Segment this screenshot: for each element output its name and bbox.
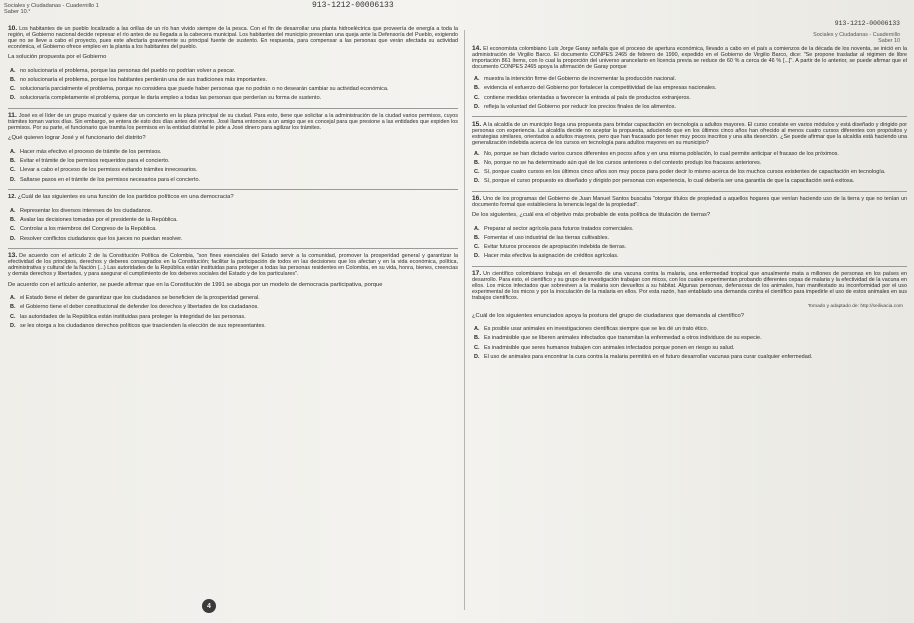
option-text: Avalar las decisiones tomadas por el presidente de la República. xyxy=(20,217,178,224)
answer-option-c[interactable] xyxy=(472,169,907,175)
option-letter: B. xyxy=(474,235,480,242)
answer-option-b[interactable] xyxy=(8,77,458,83)
option-letter: A. xyxy=(10,295,16,302)
question-prompt xyxy=(8,194,458,201)
header-barcode-code: 913-1212-00006133 xyxy=(312,1,394,10)
answer-option-a[interactable] xyxy=(472,326,907,332)
option-text: no solucionaría el problema, porque los habitantes perderán una de sus tradiciones más importantes. xyxy=(20,76,268,83)
option-letter: B. xyxy=(474,335,480,342)
question-15 xyxy=(472,122,907,185)
option-letter: A. xyxy=(10,207,16,214)
answer-option-d[interactable] xyxy=(8,95,458,101)
source-citation: Tomado y adaptado de: http://seilivacia.com xyxy=(807,303,903,309)
option-letter: B. xyxy=(10,217,16,224)
question-14 xyxy=(472,46,907,110)
option-text: solucionaría parcialmente el problema, porque no considera que puede haber personas que no podrán o no desearán cambiar su actividad económica. xyxy=(20,86,389,93)
answer-option-c[interactable] xyxy=(472,95,907,101)
option-text: Es posible usar animales en investigaciones científicas siempre que se les dé un trato ético. xyxy=(484,326,709,333)
option-letter: C. xyxy=(10,167,16,174)
question-stem xyxy=(472,122,907,146)
answer-option-a[interactable] xyxy=(472,151,907,157)
answer-option-d[interactable] xyxy=(472,253,907,259)
answer-option-d[interactable] xyxy=(8,236,458,242)
answer-option-c[interactable] xyxy=(8,86,458,92)
option-letter: D. xyxy=(10,176,16,183)
option-text: contiene medidas orientadas a favorecer la entrada al país de productos extranjeros. xyxy=(484,94,691,101)
option-letter: B. xyxy=(474,159,480,166)
option-letter: A. xyxy=(474,150,480,157)
option-text: Preparar al sector agrícola para futuros tratados comerciales. xyxy=(484,225,634,232)
question-text: De acuerdo con el artículo 2 de la Constitución Política de Colombia, "son fines esenciales del Estado servir a la comunidad, promover la prosperidad general y garantizar la efectividad de los principios, derechos y deberes consagrados en la Constitución; facilitar la participación de todos en las decisiones que los afectan y en la vida económica, política, administrativa y cultural de la Nación (...) Las autoridades de la República están instituidas para proteger a todas las personas residentes en Colombia, en su vida, honra, bienes, creencias y demás derechos y libertades, y para asegurar el cumplimiento de los deberes sociales del Estado y de los particulares". xyxy=(8,253,458,278)
question-number: 13. xyxy=(8,252,18,260)
answer-option-c[interactable] xyxy=(472,244,907,250)
question-12 xyxy=(8,194,458,241)
option-text: evidencia el esfuerzo del Gobierno por fortalecer la competitividad de las empresas nacionales. xyxy=(484,85,717,92)
option-text: se les otorga a los ciudadanos derechos políticos que trascienden la elección de sus representantes. xyxy=(20,322,266,329)
question-number: 14. xyxy=(472,45,482,52)
answer-option-d[interactable] xyxy=(472,354,907,360)
header-right-subject-grade: Saber 10 xyxy=(878,38,900,44)
header-subject-title: Sociales y Ciudadanas - Cuadernillo 1 xyxy=(4,3,99,9)
option-letter: A. xyxy=(10,67,16,74)
answer-option-c[interactable] xyxy=(472,345,907,351)
question-number: 17. xyxy=(472,270,482,278)
option-letter: D. xyxy=(10,95,16,102)
answer-option-a[interactable] xyxy=(8,149,458,155)
question-10 xyxy=(8,26,458,102)
option-text: Saltarse pasos en el trámite de los permisos necesarios para el concierto. xyxy=(20,176,201,183)
answer-options xyxy=(472,151,907,185)
question-17 xyxy=(472,271,907,360)
option-letter: A. xyxy=(474,76,480,83)
option-letter: C. xyxy=(474,94,480,101)
question-text: José es el líder de un grupo musical y quiere dar un concierto en la plaza principal de su ciudad. Para esto, tiene que solicitar a la administración de la ciudad varios permisos, cuyos trámites toman varios días. Sin embargo, se entera de esto dos días antes del evento. José llama entonces a un amigo que es concejal para que presione a las entidades que expiden los permisos. Por su parte, el funcionario que tramita los permisos en la entidad distrital le pide a José dinero para agilizar los trámites. xyxy=(8,113,458,132)
option-text: Controlar a los miembros del Congreso de la República. xyxy=(20,226,157,233)
divider xyxy=(472,266,907,267)
right-column xyxy=(472,46,907,366)
option-text: El uso de animales para encontrar la cura contra la malaria permitirá en el futuro desarrollar vacunas para curar cualquier enfermedad. xyxy=(484,353,813,360)
answer-option-b[interactable] xyxy=(472,335,907,341)
question-stem xyxy=(8,26,458,50)
question-number: 15. xyxy=(472,120,482,128)
option-text: Sí, porque el curso propuesto es diseñado y dirigido por personas con experiencia, lo cual debería ser una garantía de que la capacitación será exitosa. xyxy=(484,178,855,185)
question-11 xyxy=(8,113,458,183)
answer-option-c[interactable] xyxy=(8,226,458,232)
header-subject-grade: Saber 10.° xyxy=(4,9,31,16)
option-letter: C. xyxy=(474,244,480,251)
question-text: El economista colombiano Luis Jorge Garay señala que el proceso de apertura económica, llevado a cabo en el país a comienzos de la década de los noventa, se inició en la administración de Virgilio Barco. El documento CONPES 2465 de febrero de 1990, expedido en el Gobierno de Virgilio Barco, dice: "Se propone trasladar al régimen de libre importación 861 ítems, con lo cual la proporción del universo arancelario en licencia previa se reduce de 60 % a cerca de 46 % [...]". A partir de lo anterior, se puede afirmar que el documento CONPES 2465 apoya la afirmación de Garay porque xyxy=(472,46,907,71)
option-letter: B. xyxy=(10,304,16,311)
question-text: ¿Cuál de las siguientes es una función de los partidos políticos en una democracia? xyxy=(17,194,234,201)
option-text: Representar los diversos intereses de los ciudadanos. xyxy=(20,207,153,214)
option-text: No, porque se han dictado varios cursos diferentes en pocos años y en una misma población, lo cual permite anticipar el fracaso de los próximos. xyxy=(484,150,839,157)
divider xyxy=(8,248,458,249)
option-letter: A. xyxy=(474,225,480,232)
answer-options xyxy=(472,226,907,260)
option-text: no solucionaría el problema, porque las personas del pueblo no podrían volver a pescar. xyxy=(20,67,236,74)
option-text: Hacer más efectiva la asignación de créditos agrícolas. xyxy=(484,253,619,260)
option-letter: C. xyxy=(474,344,480,351)
option-text: Evitar el trámite de los permisos requeridos para el concierto. xyxy=(20,158,170,165)
question-stem xyxy=(8,113,458,131)
answer-options xyxy=(8,295,458,329)
option-text: muestra la intención firme del Gobierno de incrementar la producción nacional. xyxy=(484,76,676,83)
header-right-subject-title: Sociales y Ciudadanas - Cuadernillo xyxy=(813,32,900,38)
answer-option-b[interactable] xyxy=(8,217,458,223)
question-13 xyxy=(8,253,458,329)
question-number: 12. xyxy=(8,194,17,201)
answer-option-c[interactable] xyxy=(8,314,458,320)
question-text: A la alcaldía de un municipio llega una propuesta para brindar capacitación en tecnología a adultos mayores. El curso consiste en varios módulos y está diseñado y dirigido por personas con experiencia. La alcaldía decide no aceptar la propuesta, aduciendo que en los últimos cinco años han ofrecido al menos cuatro cursos diferentes con propósitos y estrategias similares, orientados a adultos mayores, pero que han fracasado por tener muy pocos inscritos y una alta deserción. ¿Se puede afirmar que la alcaldía está haciendo una generalización indebida acerca de los cursos en tecnología para adultos mayores en su municipio? xyxy=(472,121,907,146)
option-text: Llevar a cabo el proceso de los permisos evitando trámites innecesarios. xyxy=(20,167,198,174)
question-prompt: ¿Cuál de los siguientes enunciados apoya la postura del grupo de ciudadanos que demanda al científico? xyxy=(472,312,744,319)
question-stem xyxy=(472,46,907,70)
option-text: el Estado tiene el deber de garantizar que los ciudadanos se beneficien de la prosperidad general. xyxy=(20,295,260,302)
answer-option-a[interactable] xyxy=(8,295,458,301)
option-text: Fomentar el uso industrial de las tierras cultivables. xyxy=(484,235,610,242)
divider xyxy=(8,189,458,190)
answer-option-a[interactable] xyxy=(8,208,458,214)
question-16 xyxy=(472,196,907,260)
option-letter: D. xyxy=(474,103,480,110)
option-letter: D. xyxy=(10,235,16,242)
option-letter: C. xyxy=(10,313,16,320)
answer-option-c[interactable] xyxy=(8,167,458,173)
answer-option-b[interactable] xyxy=(8,158,458,164)
answer-options xyxy=(472,76,907,110)
option-text: Es inadmisible que se liberen animales infectados que transmitan la enfermedad a otros individuos de su especie. xyxy=(484,335,762,342)
option-letter: C. xyxy=(10,86,16,93)
question-number: 11. xyxy=(8,112,17,120)
option-letter: D. xyxy=(474,253,480,260)
header-subject xyxy=(4,3,99,16)
option-text: No, porque no se ha determinado aún qué de los cursos anteriores o del contexto produjo los fracasos anteriores. xyxy=(484,159,762,166)
question-text: Los habitantes de un pueblo localizado a las orillas de un río han vivido siempre de la pesca. Con el fin de desarrollar una planta hidroeléctrica que proveería de energía a toda la región, el Gobierno nacional decide represar el río antes de su llegada a la cabecera municipal. Los habitantes del municipio presentan una queja ante la Defensoría del Pueblo, exigiendo que no se lleve a cabo el proyecto, pues este afectaría gravemente su principal fuente de sustento. En respuesta, para compensar a las personas que verán afectada su actividad económica, el Gobierno ofrece empleo en la planta a los habitantes del pueblo. xyxy=(8,26,458,51)
left-column xyxy=(8,26,458,335)
option-letter: C. xyxy=(474,169,480,176)
divider xyxy=(8,108,458,109)
question-text: Uno de los programas del Gobierno de Juan Manuel Santos buscaba "otorgar títulos de propiedad a aquellos hogares que venían haciendo uso de la tierra y que no tenían un documento formal que estableciera la tenencia legal de la propiedad". xyxy=(472,196,907,209)
option-text: Sí, porque cuatro cursos en los últimos cinco años son muy pocos para poder decir lo mismo acerca de los muchos cursos existentes de capacitación en tecnología. xyxy=(484,169,886,176)
option-text: Es inadmisible que seres humanos trabajen con animales infectados porque ponen en riesgo su salud. xyxy=(484,344,735,351)
question-prompt: De acuerdo con el artículo anterior, se puede afirmar que en la Constitución de 1991 se aboga por un modelo de democracia participativa, porque xyxy=(8,281,383,288)
answer-options xyxy=(8,68,458,102)
answer-option-d[interactable] xyxy=(472,178,907,184)
answer-option-b[interactable] xyxy=(472,160,907,166)
answer-options xyxy=(472,326,907,360)
question-stem xyxy=(472,196,907,208)
divider xyxy=(472,116,907,117)
question-prompt: La solución propuesta por el Gobierno xyxy=(8,54,107,61)
question-number: 10. xyxy=(8,25,18,32)
answer-option-b[interactable] xyxy=(472,85,907,91)
divider xyxy=(472,191,907,192)
page-number-badge: 4 xyxy=(202,599,216,613)
answer-option-a[interactable] xyxy=(472,226,907,232)
answer-options xyxy=(8,208,458,242)
answer-option-a[interactable] xyxy=(8,68,458,74)
question-number: 16. xyxy=(472,195,482,203)
question-text: Un científico colombiano trabaja en el desarrollo de una vacuna contra la malaria, una enfermedad tropical que anualmente mata a millones de personas en los países en desarrollo. Para esto, el científico y su grupo de investigación trabajan con micos, con los cuales experimentan probando diferentes cepas de malaria y la efectividad de la vacuna en ellos. Los micos infectados que sobreviven a la malaria son devueltos a su hábitat. Algunas personas, defensoras de los animales, han manifestado su inconformidad por el uso experimental de los micos y por la inoculación de la malaria en ellos. Por esta razón, han entablado una demanda contra el científico para impedirle el uso de estos animales en sus trabajos científicos. xyxy=(472,271,907,302)
option-text: las autoridades de la República están instituidas para proteger la integridad de las personas. xyxy=(20,313,246,320)
column-divider xyxy=(464,30,465,610)
question-prompt: De los siguientes, ¿cuál era el objetivo más probable de esta política de titulación de tierras? xyxy=(472,212,711,219)
question-prompt: ¿Qué quieren lograr José y el funcionario del distrito? xyxy=(8,135,146,142)
option-text: Evitar futuros procesos de apropiación indebida de tierras. xyxy=(484,244,627,251)
option-letter: B. xyxy=(474,85,480,92)
option-text: el Gobierno tiene el deber constitucional de defender los derechos y libertades de los ciudadanos. xyxy=(20,304,259,311)
header-right-code: 913-1212-00006133 xyxy=(834,20,900,27)
question-stem xyxy=(472,271,907,301)
option-letter: D. xyxy=(474,178,480,185)
option-text: solucionaría completamente el problema, porque le daría empleo a todas las personas que perderían su forma de sustento. xyxy=(20,95,322,102)
option-letter: A. xyxy=(10,148,16,155)
question-stem xyxy=(8,253,458,277)
option-letter: D. xyxy=(474,353,480,360)
answer-option-b[interactable] xyxy=(472,235,907,241)
option-letter: C. xyxy=(10,226,16,233)
option-text: Hacer más efectivo el proceso de trámite de los permisos. xyxy=(20,148,162,155)
option-text: Resolver conflictos ciudadanos que los jueces no puedan resolver. xyxy=(20,235,183,242)
answer-option-b[interactable] xyxy=(8,304,458,310)
option-letter: A. xyxy=(474,326,480,333)
answer-option-d[interactable] xyxy=(472,104,907,110)
answer-option-a[interactable] xyxy=(472,76,907,82)
answer-option-d[interactable] xyxy=(8,323,458,329)
option-letter: B. xyxy=(10,158,16,165)
answer-options xyxy=(8,149,458,183)
answer-option-d[interactable] xyxy=(8,177,458,183)
header-right-subject xyxy=(813,32,900,44)
option-text: refleja la voluntad del Gobierno por reducir los precios finales de los alimentos. xyxy=(484,103,676,110)
option-letter: D. xyxy=(10,322,16,329)
option-letter: B. xyxy=(10,76,16,83)
